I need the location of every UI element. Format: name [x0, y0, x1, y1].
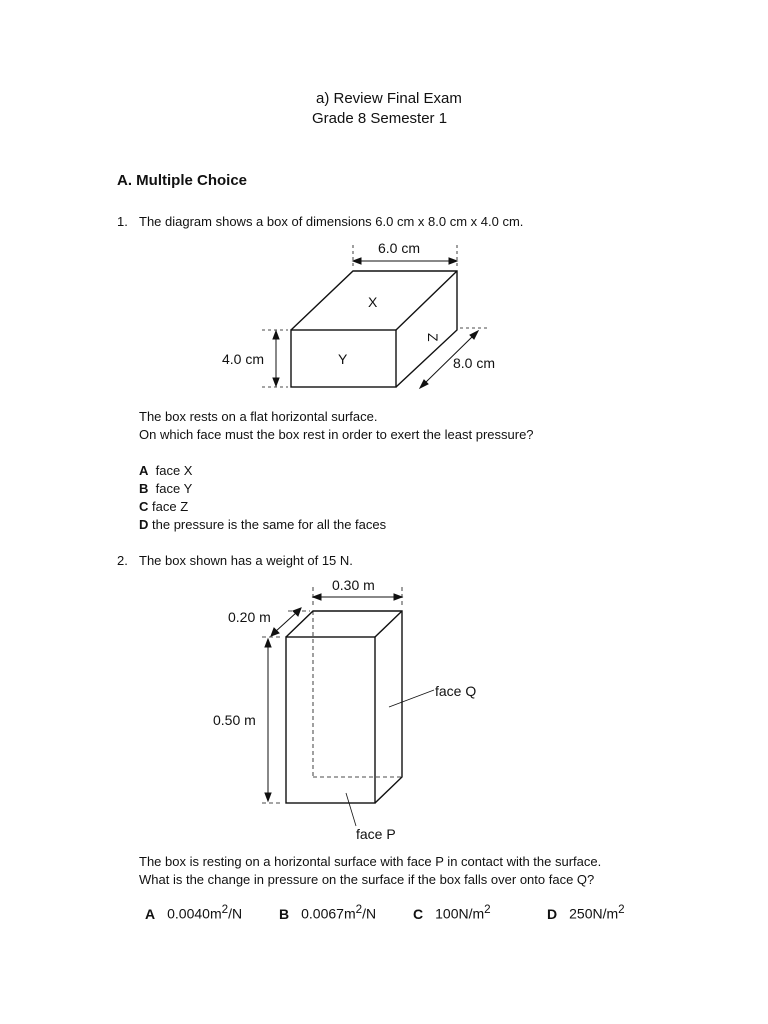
q2-line-a: The box is resting on a horizontal surface with face P in contact with the surface.: [139, 854, 602, 869]
q1-number: 1.: [117, 214, 128, 229]
q1-line-b: On which face must the box rest in order to exert the least pressure?: [139, 427, 534, 442]
q1-option-c-text: face Z: [152, 499, 189, 514]
q2-number: 2.: [117, 553, 128, 568]
q2-option-d-key: D: [547, 905, 558, 922]
q2-option-a-tail: /N: [228, 905, 243, 922]
q2-option-d-unit: N/m: [592, 905, 619, 922]
q2-width-label: 0.30 m: [332, 577, 375, 593]
q2-option-c-key: C: [413, 905, 424, 922]
q2-option-c-sup: 2: [484, 903, 491, 916]
section-title: A. Multiple Choice: [117, 172, 248, 189]
q1-option-b-key: B: [139, 481, 149, 496]
exam-title: a) Review Final Exam: [316, 90, 462, 107]
q2-face-p-label: face P: [356, 826, 396, 842]
q1-text: The diagram shows a box of dimensions 6.0 cm x 8.0 cm x 4.0 cm.: [139, 214, 524, 229]
q1-option-b-text: face Y: [155, 481, 193, 496]
q2-text: The box shown has a weight of 15 N.: [139, 553, 353, 568]
q1-line-a: The box rests on a flat horizontal surface.: [139, 409, 378, 424]
q1-face-y: Y: [338, 351, 348, 367]
q2-height-label: 0.50 m: [213, 712, 256, 728]
q2-option-a-unit: m: [209, 905, 222, 922]
q2-option-b-value: 0.0067: [301, 905, 344, 922]
q2-option-a-sup: 2: [221, 903, 229, 916]
q2-option-a: [145, 903, 242, 922]
q1-option-a-text: face X: [155, 463, 193, 478]
q2-option-b-key: B: [279, 905, 290, 922]
q2-option-d-value: 250: [569, 905, 593, 922]
q2-depth-label: 0.20 m: [228, 609, 271, 625]
q2-option-d: [547, 903, 625, 922]
q1-option-d-text: the pressure is the same for all the faces: [152, 517, 387, 532]
q1-option-a-key: A: [139, 463, 149, 478]
q1-face-z: Z: [425, 333, 441, 342]
exam-subtitle: Grade 8 Semester 1: [312, 110, 448, 127]
q2-option-b-tail: /N: [362, 905, 377, 922]
q2-option-c-value: 100: [435, 905, 459, 922]
q2-option-a-key: A: [145, 905, 156, 922]
q1-depth-label: 8.0 cm: [453, 355, 496, 371]
q1-face-x: X: [368, 294, 378, 310]
q2-option-a-value: 0.0040: [167, 905, 210, 922]
q2-option-b-sup: 2: [355, 903, 363, 916]
q2-line-b: What is the change in pressure on the surface if the box falls over onto face Q?: [139, 872, 595, 887]
q1-option-d-key: D: [139, 517, 149, 532]
q2-option-b-unit: m: [343, 905, 356, 922]
q2-option-b: [279, 903, 376, 922]
q1-height-label: 4.0 cm: [222, 351, 265, 367]
q2-face-q-label: face Q: [435, 683, 477, 699]
q2-option-c: [413, 903, 491, 922]
q1-width-label: 6.0 cm: [378, 240, 421, 256]
q1-option-c-key: C: [139, 499, 149, 514]
q2-option-c-unit: N/m: [458, 905, 485, 922]
q2-option-d-sup: 2: [618, 903, 625, 916]
